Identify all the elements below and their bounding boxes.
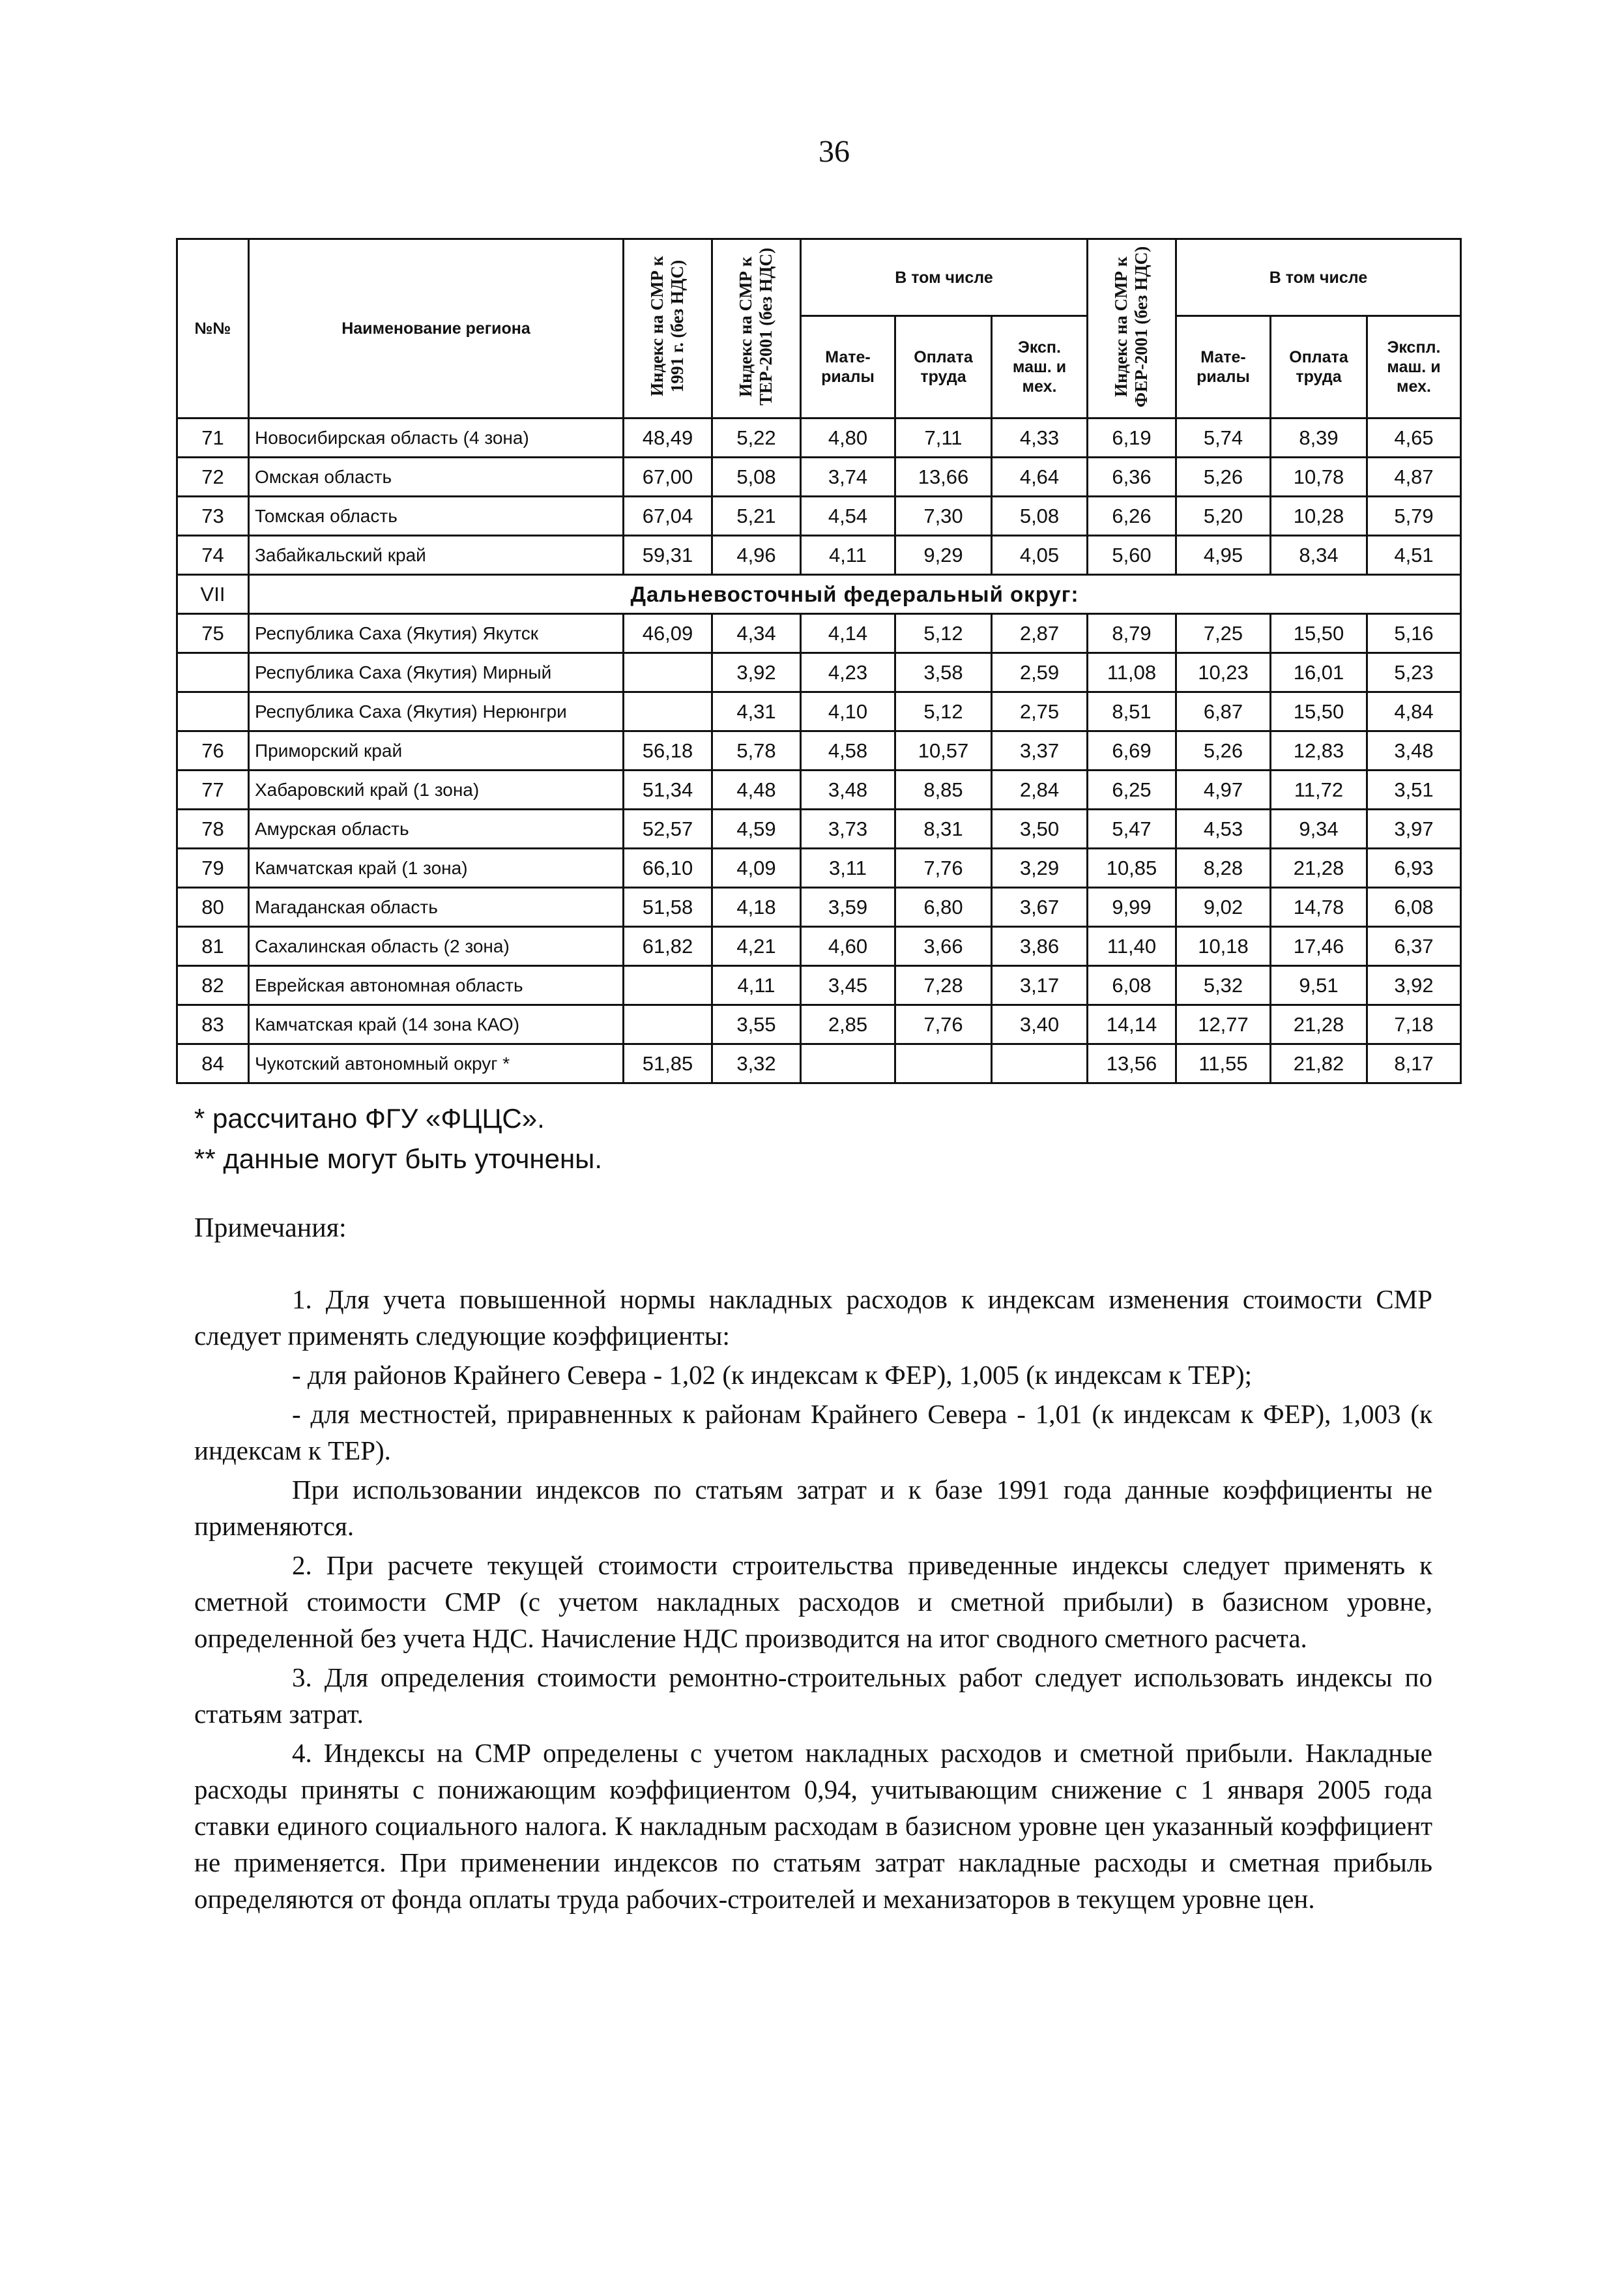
materials-ter-cell: 3,45 (801, 966, 895, 1005)
labor-ter-cell: 5,12 (895, 692, 992, 731)
row-number: 79 (177, 849, 249, 888)
region-name: Новосибирская область (4 зона) (249, 419, 624, 458)
table-row (177, 927, 1461, 966)
materials-ter-cell: 4,11 (801, 536, 895, 575)
row-number: 73 (177, 497, 249, 536)
materials-fer-cell: 4,53 (1176, 810, 1271, 849)
row-number (177, 653, 249, 692)
labor-fer-cell: 15,50 (1271, 614, 1367, 653)
note-1-item-1: - для районов Крайнего Севера - 1,02 (к индексам к ФЕР), 1,005 (к индексам к ТЕР); (292, 1360, 1253, 1390)
row-number: 82 (177, 966, 249, 1005)
table-row (177, 497, 1461, 536)
index-smr-ter-cell: 4,31 (712, 692, 801, 731)
row-number: 76 (177, 731, 249, 771)
index-smr-fer-cell: 9,99 (1088, 888, 1176, 927)
index-smr-1991-cell: 46,09 (624, 614, 712, 653)
row-number: 84 (177, 1044, 249, 1083)
labor-ter-cell: 3,58 (895, 653, 992, 692)
index-smr-fer-cell: 5,47 (1088, 810, 1176, 849)
index-smr-fer-cell: 5,60 (1088, 536, 1176, 575)
materials-fer-cell: 12,77 (1176, 1005, 1271, 1044)
header-smr-fer (1088, 239, 1176, 419)
machines-fer-cell: 3,48 (1367, 731, 1461, 771)
table-row (177, 419, 1461, 458)
index-smr-1991-cell: 51,85 (624, 1044, 712, 1083)
labor-ter-cell: 7,76 (895, 1005, 992, 1044)
materials-fer-cell: 4,95 (1176, 536, 1271, 575)
row-number: 74 (177, 536, 249, 575)
machines-ter-cell: 3,29 (992, 849, 1088, 888)
index-smr-1991-cell: 61,82 (624, 927, 712, 966)
row-number: 75 (177, 614, 249, 653)
header-smr-fer-label: Индекс на СМР к ФЕР-2001 (без НДС) (1111, 245, 1152, 407)
machines-ter-cell: 2,75 (992, 692, 1088, 731)
materials-ter-cell: 4,80 (801, 419, 895, 458)
index-smr-ter-cell: 4,09 (712, 849, 801, 888)
labor-ter-cell: 10,57 (895, 731, 992, 771)
materials-fer-cell: 6,87 (1176, 692, 1271, 731)
materials-fer-cell: 5,26 (1176, 731, 1271, 771)
index-smr-ter-cell: 3,55 (712, 1005, 801, 1044)
labor-fer-cell: 15,50 (1271, 692, 1367, 731)
index-smr-fer-cell: 6,19 (1088, 419, 1176, 458)
row-number: 83 (177, 1005, 249, 1044)
materials-fer-cell: 9,02 (1176, 888, 1271, 927)
index-smr-ter-cell: 4,18 (712, 888, 801, 927)
header-machines-2: Экспл. маш. и мех. (1367, 316, 1461, 419)
note-1: 1. Для учета повышенной нормы накладных расходов к индексам изменения стоимости СМР следует применять следующие коэффициенты: (194, 1284, 1432, 1351)
region-name: Камчатская край (14 зона КАО) (249, 1005, 624, 1044)
table-body (177, 419, 1461, 1083)
labor-fer-cell: 21,28 (1271, 849, 1367, 888)
materials-ter-cell (801, 1044, 895, 1083)
note-1-remark: При использовании индексов по статьям затрат и к базе 1991 года данные коэффициенты не применяются. (194, 1475, 1432, 1541)
index-smr-1991-cell: 67,04 (624, 497, 712, 536)
region-name: Камчатская край (1 зона) (249, 849, 624, 888)
labor-ter-cell: 8,85 (895, 771, 992, 810)
region-name: Приморский край (249, 731, 624, 771)
note-1-item-2: - для местностей, приравненных к районам Крайнего Севера - 1,01 (к индексам к ФЕР), 1,003 (к индексам к ТЕР). (194, 1399, 1432, 1465)
index-smr-ter-cell: 4,96 (712, 536, 801, 575)
labor-fer-cell: 21,28 (1271, 1005, 1367, 1044)
materials-ter-cell: 3,59 (801, 888, 895, 927)
labor-ter-cell: 7,30 (895, 497, 992, 536)
labor-fer-cell: 17,46 (1271, 927, 1367, 966)
footnotes (194, 1098, 1432, 1179)
table-row (177, 888, 1461, 927)
machines-ter-cell: 4,05 (992, 536, 1088, 575)
row-number: 77 (177, 771, 249, 810)
index-smr-ter-cell: 5,22 (712, 419, 801, 458)
index-smr-1991-cell: 59,31 (624, 536, 712, 575)
machines-fer-cell: 3,92 (1367, 966, 1461, 1005)
machines-ter-cell: 5,08 (992, 497, 1088, 536)
labor-fer-cell: 10,78 (1271, 458, 1367, 497)
header-region-name: Наименование региона (249, 239, 624, 419)
index-smr-ter-cell: 4,48 (712, 771, 801, 810)
index-smr-fer-cell: 6,36 (1088, 458, 1176, 497)
index-smr-1991-cell (624, 692, 712, 731)
region-name: Томская область (249, 497, 624, 536)
header-including-2: В том числе (1176, 239, 1461, 316)
row-number (177, 692, 249, 731)
table-row (177, 458, 1461, 497)
index-smr-1991-cell: 48,49 (624, 419, 712, 458)
region-name: Забайкальский край (249, 536, 624, 575)
region-name: Сахалинская область (2 зона) (249, 927, 624, 966)
machines-fer-cell: 3,97 (1367, 810, 1461, 849)
materials-ter-cell: 4,58 (801, 731, 895, 771)
index-smr-1991-cell (624, 653, 712, 692)
machines-fer-cell: 8,17 (1367, 1044, 1461, 1083)
notes-title: Примечания: (194, 1213, 347, 1243)
row-number: VII (177, 575, 249, 614)
labor-ter-cell (895, 1044, 992, 1083)
labor-fer-cell: 14,78 (1271, 888, 1367, 927)
section-title: Дальневосточный федеральный округ: (249, 575, 1461, 614)
labor-ter-cell: 9,29 (895, 536, 992, 575)
labor-fer-cell: 21,82 (1271, 1044, 1367, 1083)
table-row (177, 966, 1461, 1005)
index-smr-fer-cell: 11,08 (1088, 653, 1176, 692)
machines-fer-cell: 4,51 (1367, 536, 1461, 575)
index-smr-fer-cell: 14,14 (1088, 1005, 1176, 1044)
index-smr-1991-cell: 66,10 (624, 849, 712, 888)
materials-ter-cell: 3,73 (801, 810, 895, 849)
index-smr-fer-cell: 6,08 (1088, 966, 1176, 1005)
index-smr-ter-cell: 5,08 (712, 458, 801, 497)
machines-fer-cell: 6,08 (1367, 888, 1461, 927)
labor-fer-cell: 8,34 (1271, 536, 1367, 575)
table-row (177, 692, 1461, 731)
labor-fer-cell: 12,83 (1271, 731, 1367, 771)
index-smr-1991-cell: 52,57 (624, 810, 712, 849)
note-4: 4. Индексы на СМР определены с учетом накладных расходов и сметной прибыли. Накладные расходы приняты с понижающим коэффициентом 0,94, учитывающим снижение с 1 января 2005 года ставки единого социального налога. К накладным расходам в базисном уровне цен указанный коэффициент не применяется. При применении индексов по статьям затрат накладные расходы и сметная прибыль определяются от фонда оплаты труда рабочих-строителей и механизаторов в текущем уровне цен. (194, 1738, 1432, 1914)
labor-fer-cell: 16,01 (1271, 653, 1367, 692)
header-machines-1: Эксп. маш. и мех. (992, 316, 1088, 419)
materials-fer-cell: 5,20 (1176, 497, 1271, 536)
note-3: 3. Для определения стоимости ремонтно-строительных работ следует использовать индексы по статьям затрат. (194, 1662, 1432, 1729)
materials-fer-cell: 7,25 (1176, 614, 1271, 653)
footnote-2: ** данные могут быть уточнены. (194, 1143, 603, 1174)
machines-ter-cell: 2,84 (992, 771, 1088, 810)
header-smr-1991 (624, 239, 712, 419)
header-smr-ter-label: Индекс на СМР к ТЕР-2001 (без НДС) (736, 247, 776, 405)
machines-fer-cell: 4,84 (1367, 692, 1461, 731)
machines-fer-cell: 5,16 (1367, 614, 1461, 653)
index-smr-1991-cell: 51,58 (624, 888, 712, 927)
machines-ter-cell: 4,64 (992, 458, 1088, 497)
labor-fer-cell: 10,28 (1271, 497, 1367, 536)
header-smr-1991-label: Индекс на СМР к 1991 г. (без НДС) (647, 256, 688, 397)
machines-ter-cell: 2,59 (992, 653, 1088, 692)
machines-ter-cell: 3,67 (992, 888, 1088, 927)
header-labor-1: Оплата труда (895, 316, 992, 419)
materials-ter-cell: 4,23 (801, 653, 895, 692)
header-labor-2: Оплата труда (1271, 316, 1367, 419)
materials-fer-cell: 10,23 (1176, 653, 1271, 692)
table-row (177, 771, 1461, 810)
region-name: Республика Саха (Якутия) Якутск (249, 614, 624, 653)
machines-ter-cell: 3,17 (992, 966, 1088, 1005)
machines-ter-cell: 3,50 (992, 810, 1088, 849)
header-smr-ter (712, 239, 801, 419)
index-smr-fer-cell: 6,69 (1088, 731, 1176, 771)
labor-fer-cell: 9,34 (1271, 810, 1367, 849)
labor-ter-cell: 7,28 (895, 966, 992, 1005)
materials-ter-cell: 3,74 (801, 458, 895, 497)
header-including-1: В том числе (801, 239, 1088, 316)
index-smr-ter-cell: 4,59 (712, 810, 801, 849)
table-row (177, 653, 1461, 692)
materials-ter-cell: 4,60 (801, 927, 895, 966)
machines-fer-cell: 7,18 (1367, 1005, 1461, 1044)
materials-ter-cell: 4,54 (801, 497, 895, 536)
table-row (177, 849, 1461, 888)
header-materials-1: Мате-риалы (801, 316, 895, 419)
table-header (177, 239, 1461, 419)
regional-index-table (176, 238, 1462, 1084)
index-smr-1991-cell: 51,34 (624, 771, 712, 810)
region-name: Чукотский автономный округ * (249, 1044, 624, 1083)
index-smr-fer-cell: 11,40 (1088, 927, 1176, 966)
row-number: 72 (177, 458, 249, 497)
index-smr-1991-cell: 56,18 (624, 731, 712, 771)
machines-fer-cell: 6,93 (1367, 849, 1461, 888)
machines-ter-cell: 3,40 (992, 1005, 1088, 1044)
index-smr-ter-cell: 5,21 (712, 497, 801, 536)
index-smr-ter-cell: 4,11 (712, 966, 801, 1005)
materials-fer-cell: 5,26 (1176, 458, 1271, 497)
page-number: 36 (819, 134, 850, 169)
labor-ter-cell: 7,76 (895, 849, 992, 888)
table-row (177, 536, 1461, 575)
machines-fer-cell: 4,65 (1367, 419, 1461, 458)
section-row (177, 575, 1461, 614)
region-name: Еврейская автономная область (249, 966, 624, 1005)
footnote-1: * рассчитано ФГУ «ФЦЦС». (194, 1103, 545, 1134)
region-name: Омская область (249, 458, 624, 497)
row-number: 78 (177, 810, 249, 849)
machines-fer-cell: 6,37 (1367, 927, 1461, 966)
table-row (177, 810, 1461, 849)
labor-ter-cell: 13,66 (895, 458, 992, 497)
materials-fer-cell: 5,32 (1176, 966, 1271, 1005)
materials-fer-cell: 5,74 (1176, 419, 1271, 458)
machines-ter-cell (992, 1044, 1088, 1083)
region-name: Республика Саха (Якутия) Мирный (249, 653, 624, 692)
labor-fer-cell: 9,51 (1271, 966, 1367, 1005)
machines-fer-cell: 3,51 (1367, 771, 1461, 810)
row-number: 71 (177, 419, 249, 458)
machines-fer-cell: 5,79 (1367, 497, 1461, 536)
labor-ter-cell: 7,11 (895, 419, 992, 458)
region-name: Республика Саха (Якутия) Нерюнгри (249, 692, 624, 731)
index-smr-1991-cell: 67,00 (624, 458, 712, 497)
index-smr-fer-cell: 6,25 (1088, 771, 1176, 810)
index-smr-fer-cell: 10,85 (1088, 849, 1176, 888)
labor-ter-cell: 6,80 (895, 888, 992, 927)
index-smr-1991-cell (624, 966, 712, 1005)
materials-fer-cell: 11,55 (1176, 1044, 1271, 1083)
materials-ter-cell: 2,85 (801, 1005, 895, 1044)
labor-fer-cell: 11,72 (1271, 771, 1367, 810)
table-row (177, 1005, 1461, 1044)
table-row (177, 731, 1461, 771)
materials-ter-cell: 3,48 (801, 771, 895, 810)
labor-ter-cell: 3,66 (895, 927, 992, 966)
machines-ter-cell: 3,86 (992, 927, 1088, 966)
index-smr-ter-cell: 5,78 (712, 731, 801, 771)
table-row (177, 614, 1461, 653)
table-row (177, 1044, 1461, 1083)
machines-ter-cell: 4,33 (992, 419, 1088, 458)
region-name: Магаданская область (249, 888, 624, 927)
machines-fer-cell: 4,87 (1367, 458, 1461, 497)
index-smr-fer-cell: 6,26 (1088, 497, 1176, 536)
index-smr-fer-cell: 13,56 (1088, 1044, 1176, 1083)
header-materials-2: Мате-риалы (1176, 316, 1271, 419)
machines-ter-cell: 3,37 (992, 731, 1088, 771)
header-num: №№ (177, 239, 249, 419)
materials-ter-cell: 4,10 (801, 692, 895, 731)
index-smr-1991-cell (624, 1005, 712, 1044)
index-smr-ter-cell: 4,34 (712, 614, 801, 653)
materials-ter-cell: 4,14 (801, 614, 895, 653)
notes-section (194, 1281, 1432, 1920)
index-smr-ter-cell: 3,92 (712, 653, 801, 692)
row-number: 81 (177, 927, 249, 966)
region-name: Амурская область (249, 810, 624, 849)
machines-ter-cell: 2,87 (992, 614, 1088, 653)
materials-fer-cell: 8,28 (1176, 849, 1271, 888)
labor-fer-cell: 8,39 (1271, 419, 1367, 458)
materials-fer-cell: 4,97 (1176, 771, 1271, 810)
materials-ter-cell: 3,11 (801, 849, 895, 888)
note-2: 2. При расчете текущей стоимости строительства приведенные индексы следует применять к сметной стоимости СМР (с учетом накладных расходов и сметной прибыли) в базисном уровне, определенной без учета НДС. Начисление НДС производится на итог сводного сметного расчета. (194, 1550, 1432, 1653)
machines-fer-cell: 5,23 (1367, 653, 1461, 692)
row-number: 80 (177, 888, 249, 927)
labor-ter-cell: 5,12 (895, 614, 992, 653)
index-smr-fer-cell: 8,51 (1088, 692, 1176, 731)
materials-fer-cell: 10,18 (1176, 927, 1271, 966)
index-smr-fer-cell: 8,79 (1088, 614, 1176, 653)
index-smr-ter-cell: 3,32 (712, 1044, 801, 1083)
index-smr-ter-cell: 4,21 (712, 927, 801, 966)
region-name: Хабаровский край (1 зона) (249, 771, 624, 810)
labor-ter-cell: 8,31 (895, 810, 992, 849)
